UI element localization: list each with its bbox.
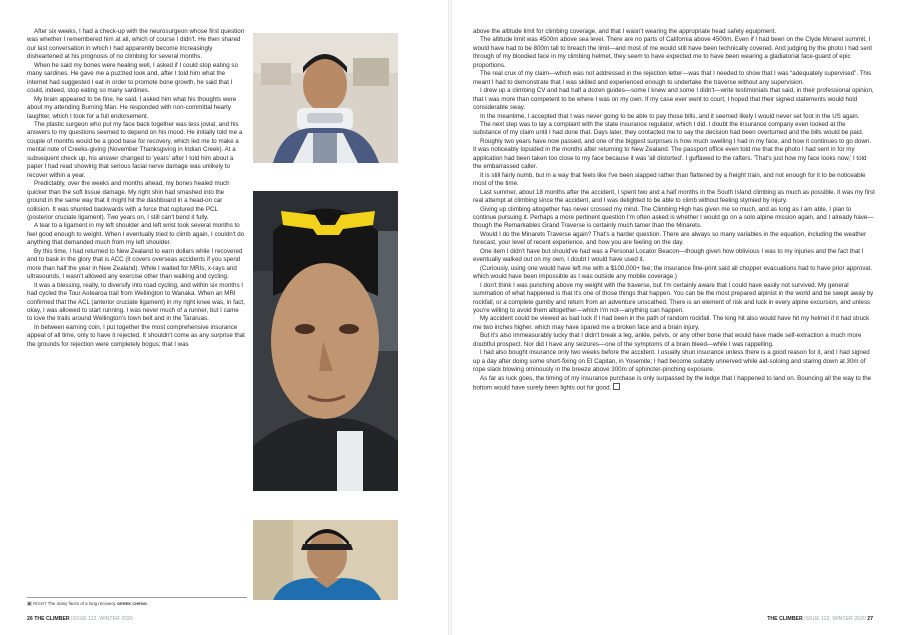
body-paragraph: My brain appeared to be fine, he said. I asked him what his thoughts were about my attending Burning Man. He responded with non-committal hearty laughter, which I took for a full endorsement. bbox=[27, 95, 237, 120]
photo-caption bbox=[27, 597, 247, 607]
issue-info-right: ISSUE 112, WINTER 2020 bbox=[804, 616, 866, 622]
body-paragraph: The real crux of my claim—which was not addressed in the rejection letter—was that I needed to show that I was “adequately supervised”. This meant I had to demonstrate that I was skilled and experienced enough to undertake the traverse without any supervision. bbox=[473, 70, 872, 86]
body-paragraph: In the meantime, I accepted that I was never going to be able to pay those bills, and it seemed likely I would never set foot in the US again. bbox=[480, 112, 860, 120]
footer-left bbox=[27, 616, 133, 622]
body-paragraph: I drew up a climbing CV and had half a dozen guides—some I knew and some I didn't—write testimonials that said, in their professional opinion, that I was more than competent to be where I was on my own. If my case ever went to court, I hoped that their signed statements would hold considerable sway. bbox=[473, 87, 874, 112]
right-page bbox=[452, 0, 900, 635]
body-paragraph: The altitude limit was 4500m above sea level. There are no parts of California above 4500m. Even if I had been on the Clyde Minaret summit, I would have had to be 800m tall to breach the limit—and most of me would still have been technically covered. And judging by the photo I had sent through of my bloodied face in my climbing helmet, they seem to have expected me to have been wearing a gladiatorial face-guard of epic proportions. bbox=[473, 36, 872, 69]
body-paragraph: Last summer, about 18 months after the accident, I spent two and a half months in the South Island climbing as much as possible. It was my first real attempt at climbing since the accident, and I was delighted to be able to climb without feeling stymied by injury. bbox=[473, 188, 875, 205]
end-of-article-icon bbox=[613, 383, 620, 390]
photo-neck-brace bbox=[253, 33, 398, 163]
left-text-column bbox=[27, 28, 245, 584]
body-paragraph: The next step was to lay a complaint with the state insurance regulator, which I did. I doubt the insurance company even looked at the substance of my claim until I had done that. Days later, they contacted me to say the decision had been overturned and the bills would be paid. bbox=[473, 120, 864, 137]
body-paragraph: It was a blessing, really, to diversify into road cycling, and within six months I had cycled the Tour Aotearoa trail from Wellington to Wanaka. When an MRI confirmed that the ACL (anterior cruciate ligament) in my right knee was, in fact, okay, I was allowed to start running. I was never much of a runner, but I came to love the trails around Wellington's town belt and in the Tararuas. bbox=[27, 281, 245, 323]
caption-label: RIGHT bbox=[32, 601, 47, 606]
body-paragraph: In between earning coin, I put together the most comprehensive insurance appeal of all time, only to have it rejected. It shouldn't come as any surprise that the grounds for rejection were completely bogus; that I was bbox=[27, 323, 245, 348]
footer-right bbox=[767, 616, 873, 622]
body-paragraph: I don't think I was punching above my weight with the traverse, but I'm certainly aware that I could have easily not survived. My general summation of what happened is that it's one of those things that happen. You can be the most prepared alpinist in the world and be swept away by rockfall, or a complete gumby and return from an adventure unscathed. There is an element of risk and luck in every alpine excursion, and unless you're willing to avoid them altogether—which I'm not—anything can happen. bbox=[473, 281, 874, 314]
page-number-left: 26 bbox=[27, 616, 33, 622]
camera-icon: ▣ bbox=[27, 601, 32, 607]
body-paragraph: One item I didn't have but should've had was a Personal Locator Beacon—though given how oblivious I was to my injuries and the fact that I eventually walked out on my own, I doubt I would have used it. bbox=[473, 247, 864, 264]
photo-cap-portrait bbox=[253, 520, 398, 600]
body-paragraph: (Curiously, using one would have left me with a $100,000+ fee; the insurance fine-print said all chopper evacuations had to have prior approval, which would have been impossible as I was outside any mobile coverage.) bbox=[473, 264, 872, 281]
body-paragraph: I had also bought insurance only two weeks before the accident. I usually shun insurance unless there is a good reason for it, and I had signed up a day after doing some short-fixing on El Capitan, in Yosemite; I had become suitably unnerved while aid-soloing and staring down at 30m of rope slack blowing ominously in the breeze above 300m of sphincter-pinching exposure. bbox=[473, 349, 870, 374]
body-paragraph: A tear to a ligament in my left shoulder and left wrist took several months to feel good enough to weight. When I eventually tried to climb again, I couldn't do anything that demanded much from my left shoulder. bbox=[27, 222, 245, 247]
body-paragraph: Would I do the Minarets Traverse again? That's a harder question. There are always so many variables in the equation, including the weather forecast, your level of recent experience, and how you are feeling on the day. bbox=[473, 230, 867, 247]
final-paragraph-text: As far as luck goes, the timing of my insurance purchase is only surpassed by the ledge that I happened to land on. Bouncing all the way to the bottom would have surely been lights out for good. bbox=[473, 374, 872, 392]
caption-credit: DEREK CHENG. bbox=[117, 601, 148, 606]
body-paragraph: Giving up climbing altogether has never crossed my mind. The Climbing High has given me so much, and as long as I am able, I plan to continue pursuing it. Perhaps a more pertinent question I'm often asked is whether I would go on a solo alpine mission again, and I already have—though the Remarkables Grand Traverse is certainly much tamer than the Minarets. bbox=[473, 205, 874, 230]
body-paragraph: above the altitude limit for climbing coverage, and that I wasn't wearing the appropriate head safety equipment. bbox=[473, 28, 777, 35]
body-paragraph: After six weeks, I had a check-up with the neurosurgeon whose first question was whether I remembered him at all, which of course I didn't. He then shared our last conversation in which I had apparently become increasingly disheartened at his prognosis of no climbing for several months. bbox=[27, 28, 245, 61]
publication-name-right: THE CLIMBER bbox=[767, 616, 803, 622]
publication-name-left: THE CLIMBER bbox=[34, 616, 70, 622]
body-paragraph: Roughly two years have now passed, and one of the biggest surprises is how much swelling I had in my face, and how it continues to go down. It was noticeably lopsided in the months after returning to New Zealand. The passport office even told me that the photo I had sent in for my application had been taken too close to my face because it was 'all distorted'. I guffawed to the rafters. 'That's just how my face looks now,' I told the embarrassed caller. bbox=[473, 137, 872, 171]
photo-sunglasses-selfie bbox=[253, 191, 398, 491]
issue-info-left: ISSUE 112, WINTER 2020 bbox=[71, 616, 133, 622]
body-paragraph: But it's also immeasurably lucky that I didn't break a leg, ankle, pelvis, or any other bone that would have made self-extraction a much more doubtful prospect. Nor did I have any seizures—one of the symptoms of a brain bleed—while I was rappelling. bbox=[473, 332, 862, 348]
body-paragraph: It is still fairly numb, but in a way that feels like I've been slapped rather than flattened by a freight train, and not enough for it to be noticeable most of the time. bbox=[473, 171, 866, 188]
final-paragraph bbox=[473, 375, 875, 393]
body-paragraph: The plastic surgeon who put my face back together was less jovial, and his answers to my questions seemed to depend on his mood. He initially told me a couple of months would be a good base for recovery, which led me to make a mental note of Creeks-giving (November Thanksgiving in Indian Creek). At a subsequent check up, his answer changed to 'years' after I told him about a paper I had read showing that serious facial nerve damage was unlikely to recover within a year. bbox=[27, 120, 243, 179]
body-paragraph: Predictably, over the weeks and months ahead, my bones healed much quicker than the soft tissue damage. My right shin had smashed into the ground in the same way that it might hit the dashboard in a head-on car collision. It was shunted backwards with a force that ruptured the PCL (posterior cruciate ligament). Two years on, I still can't bend it fully. bbox=[27, 180, 230, 221]
caption-text: The many faces of a long recovery. bbox=[47, 601, 117, 606]
right-text-column bbox=[473, 28, 875, 590]
page-number-right: 27 bbox=[867, 616, 873, 622]
body-paragraph: When he said my bones were healing well, I asked if I could stop eating so many sardines. He gave me a puzzled look and, after I told him what the internet had suggested I eat in order to promote bone growth, he said that I could, indeed, stop eating so many sardines. bbox=[27, 61, 238, 95]
body-paragraph: By this time, I had returned to New Zealand to earn dollars while I recovered and to bask in the glory that is ACC (it covers overseas accidents if you spend more than half the year in New Zealand). While I waited for MRIs, x-rays and ultrasounds, I wasn't allowed any exercise other than walking and cycling. bbox=[27, 247, 243, 281]
left-page bbox=[0, 0, 448, 635]
body-paragraph: My accident could be viewed as bad luck if I had been in the path of random rockfall. The king hit also would have hit my helmet if it had struck me two inches higher, which may have spared me a broken face and a brain injury. bbox=[473, 315, 870, 331]
